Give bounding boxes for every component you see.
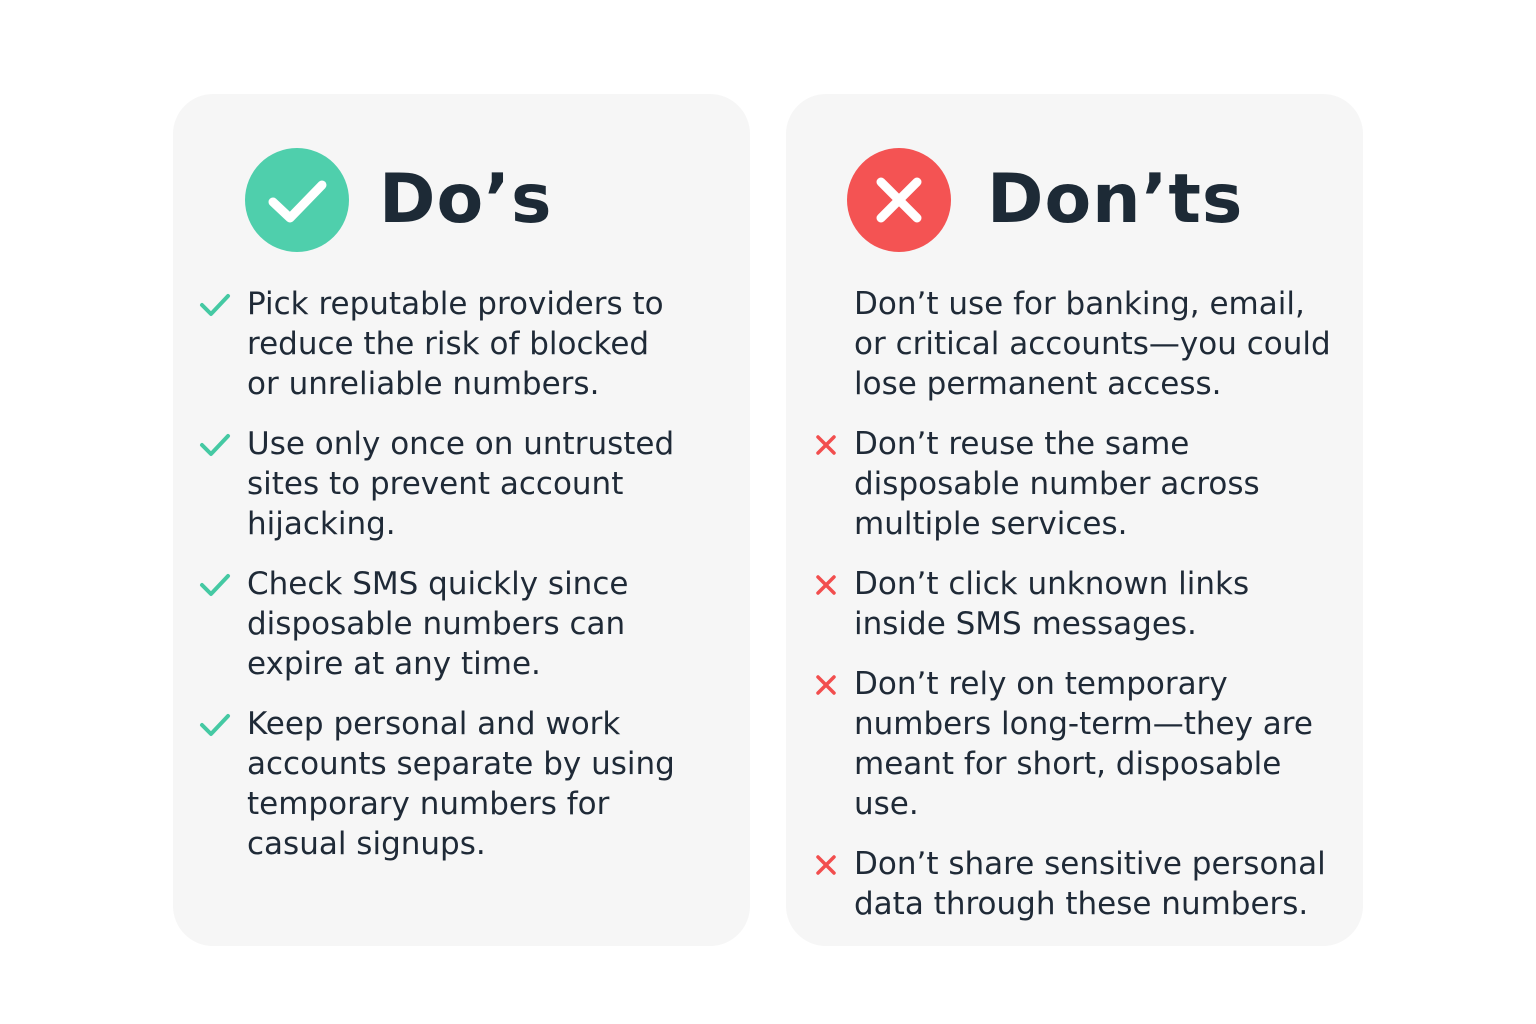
list-item-text: Pick reputable providers to reduce the risk of blocked or unreliable numbers. <box>247 286 664 402</box>
list-item <box>814 424 1334 544</box>
list-item <box>199 564 679 684</box>
checkmark-icon <box>199 712 231 738</box>
dos-card <box>173 94 750 946</box>
dos-header <box>245 148 552 252</box>
x-circle-icon <box>847 148 951 252</box>
donts-card <box>786 94 1363 946</box>
list-item-text: Don’t use for banking, email, or critical accounts—you could lose permanent access. <box>854 286 1331 402</box>
check-circle-icon <box>245 148 349 252</box>
list-item <box>199 284 679 404</box>
list-item <box>199 704 679 864</box>
list-item-text: Don’t rely on temporary numbers long-term—they are meant for short, disposable use. <box>854 666 1313 822</box>
list-item-text: Check SMS quickly since disposable numbers can expire at any time. <box>247 566 629 682</box>
list-item-text: Use only once on untrusted sites to prevent account hijacking. <box>247 426 675 542</box>
cross-icon <box>814 432 838 458</box>
list-item <box>814 284 1334 404</box>
list-item <box>199 424 679 544</box>
list-item <box>814 564 1334 644</box>
list-item-text: Don’t share sensitive personal data through these numbers. <box>854 846 1326 922</box>
list-item-text: Don’t click unknown links inside SMS messages. <box>854 566 1250 642</box>
donts-header <box>847 148 1243 252</box>
dos-list <box>199 284 679 884</box>
list-item-text: Don’t reuse the same disposable number across multiple services. <box>854 426 1260 542</box>
list-item <box>814 844 1334 924</box>
checkmark-icon <box>199 572 231 598</box>
list-item-text: Keep personal and work accounts separate by using temporary numbers for casual signups. <box>247 706 675 862</box>
list-item <box>814 664 1334 824</box>
donts-list <box>814 284 1334 944</box>
cross-icon <box>814 852 838 878</box>
dos-title: Do’s <box>379 160 553 239</box>
cross-icon <box>814 572 838 598</box>
donts-title: Don’ts <box>987 160 1244 239</box>
checkmark-icon <box>199 292 231 318</box>
checkmark-icon <box>199 432 231 458</box>
cross-icon <box>814 672 838 698</box>
